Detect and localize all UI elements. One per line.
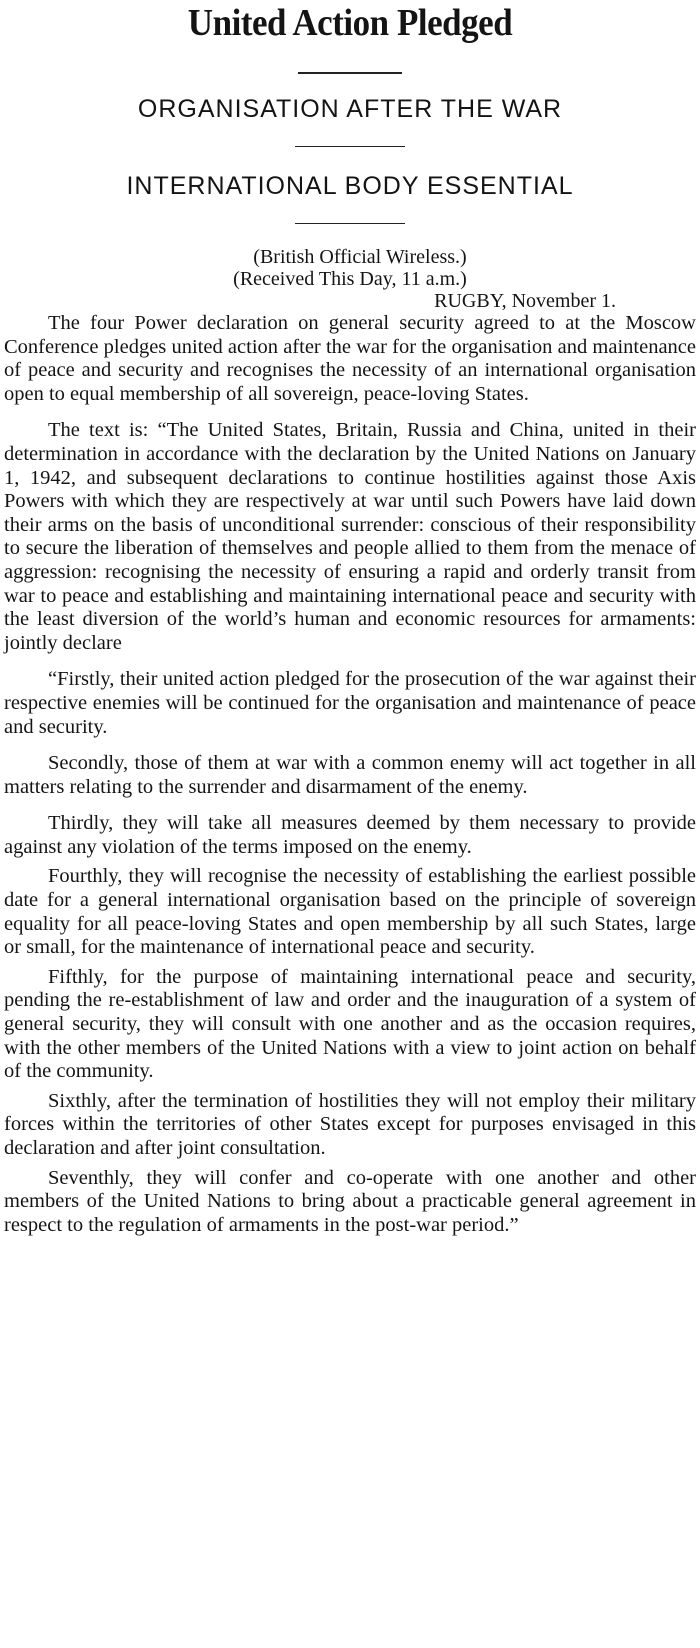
paragraph-sixthly: Sixthly, after the termination of hostilities they will not employ their military forces within the territories of other States except for purposes envisaged in this declaration and after joint consultation. bbox=[4, 1089, 696, 1159]
paragraph-secondly: Secondly, those of them at war with a common enemy will act together in all matters relating to the surrender and disarmament of the enemy. bbox=[4, 752, 696, 798]
paragraph-intro: The four Power declaration on general security agreed to at the Moscow Conference pledges united action after the war for the organisation and maintenance of peace and security and recognises the necessity of an international organisation open to equal membership of all sovereign, peace-loving States. bbox=[4, 312, 696, 405]
paragraph-fifthly: Fifthly, for the purpose of maintaining international peace and security, pending the re-establishment of law and order and the inauguration of a system of general security, they will consult with one another and as the occasion requires, with the other members of the United Nations with a view to joint action on behalf of the community. bbox=[4, 965, 696, 1083]
divider-rule bbox=[295, 223, 405, 224]
received-line: (Received This Day, 11 a.m.) bbox=[233, 268, 467, 290]
divider-rule bbox=[298, 72, 402, 74]
paragraph-fourthly: Fourthly, they will recognise the necessity of establishing the earliest possible date for a general international organisation based on the principle of sovereign equality for all peace-loving States and open membership by all such States, large or small, for the maintenance of international peace and security. bbox=[4, 865, 696, 959]
paragraph-seventhly: Seventhly, they will confer and co-operate with one another and other members of the United Nations to bring about a practicable general agreement in respect to the regulation of armaments in the post-war period.” bbox=[4, 1166, 696, 1236]
dateline: RUGBY, November 1. bbox=[434, 290, 616, 312]
paragraph-thirdly: Thirdly, they will take all measures deemed by them necessary to provide against any violation of the terms imposed on the enemy. bbox=[4, 812, 696, 858]
subheading-organisation: ORGANISATION AFTER THE WAR bbox=[137, 95, 563, 123]
paragraph-firstly: “Firstly, their united action pledged for the prosecution of the war against their respective enemies will be continued for the organisation and maintenance of peace and security. bbox=[4, 668, 696, 738]
divider-rule bbox=[295, 146, 405, 147]
source-line: (British Official Wireless.) bbox=[253, 246, 467, 268]
paragraph-text: The text is: “The United States, Britain, Russia and China, united in their determination in accordance with the declaration by the United Nations on January 1, 1942, and subsequent declarations to continue hostilities against those Axis Powers with which they are respectively at war until such Powers have laid down their arms on the basis of unconditional surrender: conscious of their responsibility to secure the liberation of themselves and people allied to them from the menace of aggression: recognising the necessity of ensuring a rapid and orderly transit from war to peace and establishing and maintaining international peace and security with the least diversion of the world’s human and economic resources for armaments: jointly declare bbox=[4, 419, 696, 654]
headline: United Action Pledged bbox=[187, 2, 513, 44]
subheading-international-body: INTERNATIONAL BODY ESSENTIAL bbox=[126, 172, 574, 200]
